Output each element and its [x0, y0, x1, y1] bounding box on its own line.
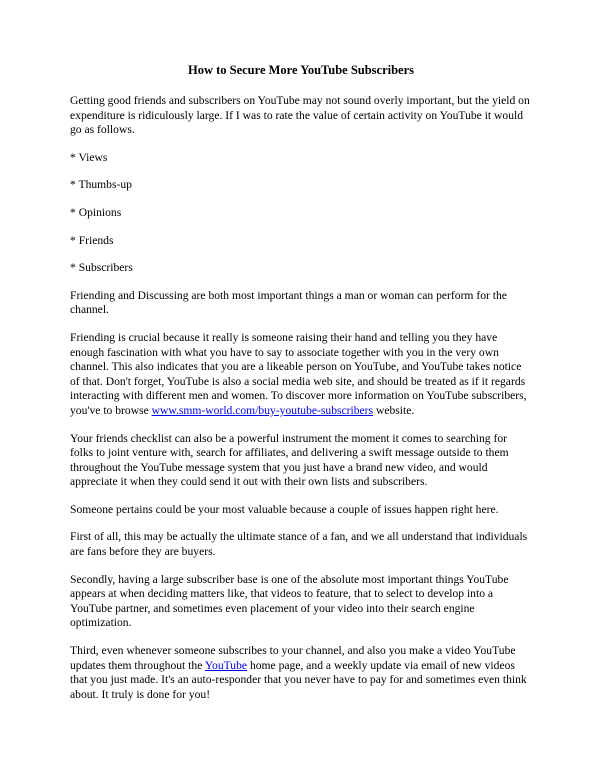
- list-item-thumbs-up: * Thumbs-up: [70, 178, 132, 192]
- third-text: Third, even whenever someone subscribes to your channel, and also you make a video YouTube updates them throughout the: [70, 644, 516, 672]
- friending-text-end: website.: [373, 403, 415, 417]
- someone-paragraph: Someone pertains could be your most valuable because a couple of issues happen right here.: [70, 502, 499, 516]
- list-item-friends: * Friends: [70, 233, 114, 247]
- intro-paragraph: Getting good friends and subscribers on YouTube may not sound overly important, but the yield on expenditure is ridiculously large. If I was to rate the value of certain activity on YouTube it would go as follows.: [70, 94, 530, 137]
- list-item-subscribers: * Subscribers: [70, 261, 133, 275]
- list-item-opinions: * Opinions: [70, 205, 122, 219]
- third-paragraph: [70, 644, 532, 702]
- smm-world-link[interactable]: www.smm-world.com/buy-youtube-subscribers: [151, 403, 374, 417]
- friending-paragraph: [70, 331, 532, 419]
- page-title: How to Secure More YouTube Subscribers: [187, 63, 415, 77]
- first-paragraph: First of all, this may be actually the ultimate stance of a fan, and we all understand that individuals are fans before they are buyers.: [70, 530, 528, 559]
- second-paragraph: Secondly, having a large subscriber base is one of the absolute most important things YouTube appears at when deciding matters like, that videos to feature, that to select to develop into a YouTube partner, and sometimes even placement of your video into their search engine optimization.: [70, 572, 509, 630]
- youtube-link[interactable]: YouTube: [204, 658, 248, 672]
- document-page: [70, 62, 532, 715]
- friending-discussing-paragraph: Friending and Discussing are both most important things a man or woman can perform for the channel.: [70, 288, 507, 317]
- third-text-end: home page, and a weekly update via email of new videos that you just made. It's an auto-responder that you never have to pay for and sometimes even think about. It truly is done for you!: [70, 658, 527, 701]
- friending-text: Friending is crucial because it really is someone raising their hand and telling you they have enough fascination with what you have to say to associate together with you in the very own channel. This also indicates that you are a likeable person on YouTube, and YouTube takes notice of that. Don't forget, YouTube is also a social media web site, and should be treated as if it regards interacting with different men and women. To discover more information on YouTube subscribers, you've to browse: [70, 330, 527, 417]
- list-item-views: * Views: [70, 150, 108, 164]
- checklist-paragraph: Your friends checklist can also be a powerful instrument the moment it comes to searching for folks to joint venture with, search for affiliates, and delivering a swift message outside to them throughout the YouTube message system that you just have a brand new video, and would appreciate it when they could send it out with their own lists and subscribers.: [70, 431, 509, 489]
